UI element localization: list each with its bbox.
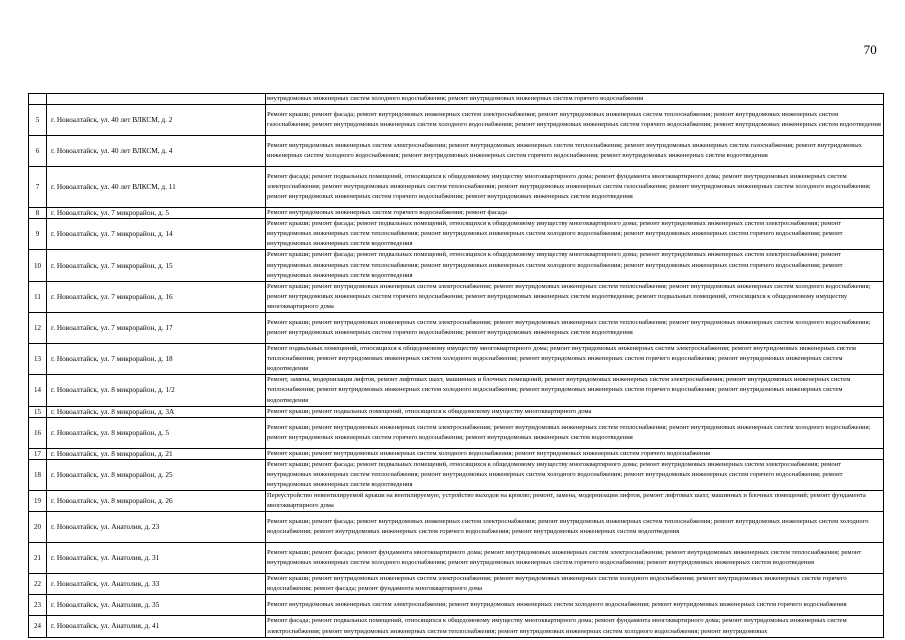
row-works: Ремонт внутридомовых инженерных систем электроснабжения; ремонт внутридомовых инженерных систем холодного водоснабжения; ремонт внутридомовых инженерных систем горячего водоснабжения: [266, 595, 884, 616]
row-works: внутридомовых инженерных систем холодного водоснабжения; ремонт внутридомовых инженерных систем горячего водоснабжения: [266, 94, 884, 105]
table-row: [29, 167, 884, 208]
row-address: г. Новоалтайск, ул. 8 микрорайон, д. 25: [47, 459, 266, 490]
row-address: г. Новоалтайск, ул. 7 микрорайон, д. 14: [47, 219, 266, 250]
row-number: 15: [29, 406, 47, 417]
row-works: Ремонт крыши; ремонт фасада; ремонт внутридомовых инженерных систем электроснабжения; ремонт внутридомовых инженерных систем теплоснабжения; ремонт внутридомовых инженерных систем газоснабжения; ремонт внутридомовых инженерных систем холодного водоснабжения; ремонт внутридомовых инженерных систем горячего водоснабжения; ремонт внутридомовых инженерных систем водоотведения: [266, 105, 884, 136]
row-number: 20: [29, 512, 47, 543]
row-address: г. Новоалтайск, ул. 7 микрорайон, д. 18: [47, 344, 266, 375]
row-address: г. Новоалтайск, ул. 8 микрорайон, д. 1/2: [47, 375, 266, 406]
row-works: Ремонт крыши; ремонт фасада; ремонт подвальных помещений, относящихся к общедомовому имуществу многоквартирного дома; ремонт внутридомовых инженерных систем электроснабжения; ремонт внутридомовых инженерных систем теплоснабжения; ремонт внутридомовых инженерных систем холодного водоснабжения; ремонт внутридомовых инженерных систем горячего водоснабжения; ремонт внутридомовых инженерных систем водоотведения: [266, 250, 884, 281]
row-works: Ремонт крыши; ремонт внутридомовых инженерных систем холодного водоснабжения; ремонт внутридомовых инженерных систем горячего водоснабжения: [266, 448, 884, 459]
row-number: 7: [29, 167, 47, 208]
table-row: [29, 512, 884, 543]
row-number: 19: [29, 491, 47, 512]
row-works: Ремонт крыши; ремонт подвальных помещений, относящихся к общедомовому имуществу многоквартирного дома: [266, 406, 884, 417]
row-address: г. Новоалтайск, ул. Анатолия, д. 35: [47, 595, 266, 616]
row-address: г. Новоалтайск, ул. 8 микрорайон, д. 5: [47, 417, 266, 448]
row-number: 18: [29, 459, 47, 490]
row-works: Ремонт крыши; ремонт внутридомовых инженерных систем электроснабжения; ремонт внутридомовых инженерных систем теплоснабжения; ремонт внутридомовых инженерных систем холодного водоснабжения; ремонт внутридомовых инженерных систем горячего водоснабжения; ремонт внутридомовых инженерных систем водоотведения: [266, 313, 884, 344]
table-row: [29, 344, 884, 375]
table-row: [29, 406, 884, 417]
row-number: 14: [29, 375, 47, 406]
table-row: [29, 574, 884, 595]
row-number: 9: [29, 219, 47, 250]
row-number: 23: [29, 595, 47, 616]
row-number: 16: [29, 417, 47, 448]
table-row: [29, 219, 884, 250]
table-row: [29, 491, 884, 512]
row-number: 12: [29, 313, 47, 344]
row-works: Ремонт крыши; ремонт внутридомовых инженерных систем электроснабжения; ремонт внутридомовых инженерных систем теплоснабжения; ремонт внутридомовых инженерных систем холодного водоснабжения; ремонт внутридомовых инженерных систем горячего водоснабжения; ремонт внутридомовых инженерных систем водоотведения; ремонт подвальных помещений, относящихся к общедомовому имуществу многоквартирного дома: [266, 281, 884, 312]
row-number: 22: [29, 574, 47, 595]
table-row: [29, 448, 884, 459]
row-number: 17: [29, 448, 47, 459]
table-row: [29, 136, 884, 167]
row-address: г. Новоалтайск, ул. 7 микрорайон, д. 15: [47, 250, 266, 281]
row-works: Ремонт подвальных помещений, относящихся к общедомовому имуществу многоквартирного дома; ремонт внутридомовых инженерных систем электроснабжения; ремонт внутридомовых инженерных систем теплоснабжения; ремонт внутридомовых инженерных систем холодного водоснабжения; ремонт внутридомовых инженерных систем горячего водоснабжения; ремонт внутридомовых инженерных систем водоотведения: [266, 344, 884, 375]
row-works: Переустройство невентилируемой крыши на вентилируемую, устройство выходов на кровлю; ремонт, замена, модернизация лифтов, ремонт лифтовых шахт, машинных и блочных помещений; ремонт фундамента многоквартирного дома: [266, 491, 884, 512]
row-address: г. Новоалтайск, ул. 8 микрорайон, д. 21: [47, 448, 266, 459]
row-address: г. Новоалтайск, ул. 7 микрорайон, д. 17: [47, 313, 266, 344]
table-row: [29, 281, 884, 312]
page-number: 70: [863, 42, 877, 57]
table-row: [29, 417, 884, 448]
row-address: г. Новоалтайск, ул. 8 микрорайон, д. 26: [47, 491, 266, 512]
table-row: [29, 595, 884, 616]
row-number: 13: [29, 344, 47, 375]
row-number: 21: [29, 543, 47, 574]
row-address: [47, 94, 266, 105]
row-works: Ремонт внутридомовых инженерных систем электроснабжения; ремонт внутридомовых инженерных систем теплоснабжения; ремонт внутридомовых инженерных систем газоснабжения; ремонт внутридомовых инженерных систем холодного водоснабжения; ремонт внутридомовых инженерных систем горячего водоснабжения; ремонт внутридомовых инженерных систем водоотведения: [266, 136, 884, 167]
row-number: 11: [29, 281, 47, 312]
repair-table: [28, 93, 884, 638]
row-address: г. Новоалтайск, ул. 8 микрорайон, д. 3А: [47, 406, 266, 417]
table-row: [29, 313, 884, 344]
row-number: [29, 94, 47, 105]
row-works: Ремонт крыши; ремонт внутридомовых инженерных систем электроснабжения; ремонт внутридомовых инженерных систем теплоснабжения; ремонт внутридомовых инженерных систем холодного водоснабжения; ремонт внутридомовых инженерных систем горячего водоснабжения; ремонт внутридомовых инженерных систем водоотведения: [266, 417, 884, 448]
row-works: Ремонт крыши; ремонт внутридомовых инженерных систем электроснабжения; ремонт внутридомовых инженерных систем холодного водоснабжения; ремонт внутридомовых инженерных систем горячего водоснабжения; ремонт фасада; ремонт фундамента многоквартирного дома: [266, 574, 884, 595]
row-address: г. Новоалтайск, ул. 7 микрорайон, д. 5: [47, 208, 266, 219]
table-row: [29, 208, 884, 219]
row-address: г. Новоалтайск, ул. Анатолия, д. 31: [47, 543, 266, 574]
row-address: г. Новоалтайск, ул. Анатолия, д. 33: [47, 574, 266, 595]
row-works: Ремонт фасада; ремонт подвальных помещений, относящихся к общедомовому имуществу многоквартирного дома; ремонт фундамента многоквартирного дома; ремонт внутридомовых инженерных систем электроснабжения; ремонт внутридомовых инженерных систем теплоснабжения; ремонт внутридомовых инженерных систем холодного водоснабжения; ремонт внутридомовых: [266, 616, 884, 637]
row-address: г. Новоалтайск, ул. 7 микрорайон, д. 16: [47, 281, 266, 312]
row-works: Ремонт крыши; ремонт фасада; ремонт подвальных помещений, относящихся к общедомовому имуществу многоквартирного дома; ремонт внутридомовых инженерных систем электроснабжения; ремонт внутридомовых инженерных систем теплоснабжения; ремонт внутридомовых инженерных систем холодного водоснабжения; ремонт внутридомовых инженерных систем горячего водоснабжения; ремонт внутридомовых инженерных систем водоотведения: [266, 459, 884, 490]
row-works: Ремонт внутридомовых инженерных систем горячего водоснабжения; ремонт фасада: [266, 208, 884, 219]
row-address: г. Новоалтайск, ул. 40 лет ВЛКСМ, д. 2: [47, 105, 266, 136]
row-number: 24: [29, 616, 47, 637]
row-works: Ремонт, замена, модернизация лифтов, ремонт лифтовых шахт, машинных и блочных помещений; ремонт внутридомовых инженерных систем электроснабжения; ремонт внутридомовых инженерных систем теплоснабжения; ремонт внутридомовых инженерных систем холодного водоснабжения; ремонт внутридомовых инженерных систем горячего водоснабжения; ремонт внутридомовых инженерных систем водоотведения: [266, 375, 884, 406]
table-row: [29, 94, 884, 105]
table-row: [29, 375, 884, 406]
table-row: [29, 459, 884, 490]
table-row: [29, 250, 884, 281]
row-works: Ремонт крыши; ремонт фасада; ремонт фундамента многоквартирного дома; ремонт внутридомовых инженерных систем электроснабжения; ремонт внутридомовых инженерных систем теплоснабжения; ремонт внутридомовых инженерных систем холодного водоснабжения; ремонт внутридомовых инженерных систем горячего водоснабжения; ремонт внутридомовых инженерных систем водоотведения: [266, 543, 884, 574]
table-row: [29, 105, 884, 136]
row-number: 8: [29, 208, 47, 219]
row-number: 6: [29, 136, 47, 167]
row-number: 10: [29, 250, 47, 281]
row-works: Ремонт фасада; ремонт подвальных помещений, относящихся к общедомовому имуществу многоквартирного дома; ремонт фундамента многоквартирного дома; ремонт внутридомовых инженерных систем электроснабжения; ремонт внутридомовых инженерных систем теплоснабжения; ремонт внутридомовых инженерных систем газоснабжения; ремонт внутридомовых инженерных систем холодного водоснабжения; ремонт внутридомовых инженерных систем горячего водоснабжения; ремонт внутридомовых инженерных систем водоотведения: [266, 167, 884, 208]
row-works: Ремонт крыши; ремонт фасада; ремонт подвальных помещений, относящихся к общедомовому имуществу многоквартирного дома; ремонт внутридомовых инженерных систем электроснабжения; ремонт внутридомовых инженерных систем теплоснабжения; ремонт внутридомовых инженерных систем холодного водоснабжения; ремонт внутридомовых инженерных систем горячего водоснабжения; ремонт внутридомовых инженерных систем водоотведения: [266, 219, 884, 250]
table-row: [29, 616, 884, 637]
row-number: 5: [29, 105, 47, 136]
row-works: Ремонт крыши; ремонт фасада; ремонт внутридомовых инженерных систем электроснабжения; ремонт внутридомовых инженерных систем теплоснабжения; ремонт внутридомовых инженерных систем холодного водоснабжения; ремонт внутридомовых инженерных систем горячего водоснабжения; ремонт внутридомовых инженерных систем водоотведения: [266, 512, 884, 543]
repair-table-wrapper: [28, 93, 883, 638]
row-address: г. Новоалтайск, ул. Анатолия, д. 23: [47, 512, 266, 543]
table-row: [29, 543, 884, 574]
row-address: г. Новоалтайск, ул. Анатолия, д. 41: [47, 616, 266, 637]
row-address: г. Новоалтайск, ул. 40 лет ВЛКСМ, д. 4: [47, 136, 266, 167]
row-address: г. Новоалтайск, ул. 40 лет ВЛКСМ, д. 11: [47, 167, 266, 208]
